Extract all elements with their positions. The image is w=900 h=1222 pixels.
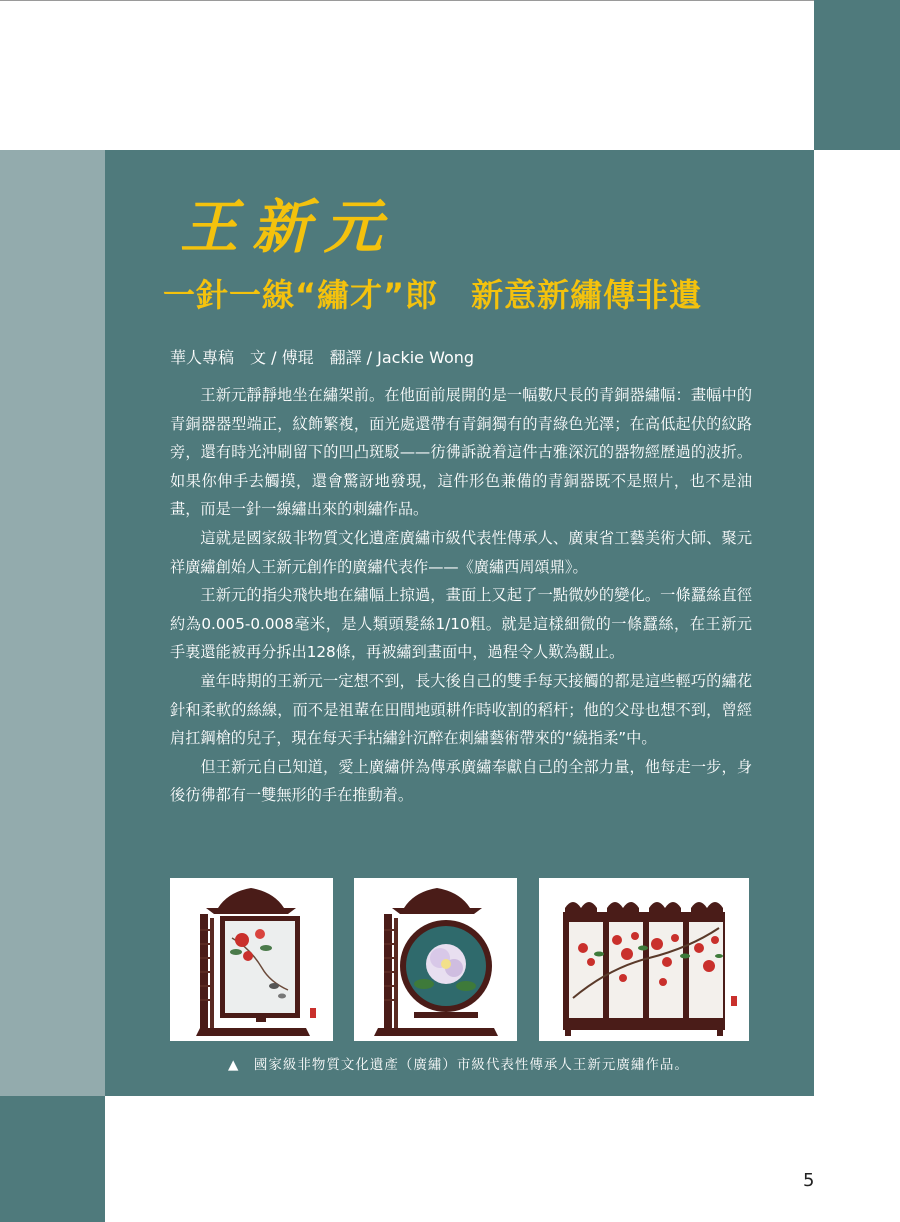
bottom-left-color-block xyxy=(0,1096,105,1222)
paragraph: 王新元的指尖飛快地在繡幅上掠過，畫面上又起了一點微妙的變化。一條蠶絲直徑約為0.005-0.008毫米，是人類頭髮絲1/10粗。就是這樣細微的一條蠶絲，在王新元手裏還能被再分拆出128條，再被繡到畫面中，過程令人歎為觀止。 xyxy=(170,586,752,662)
article-byline: 華人專稿 文 / 傅琨 翻譯 / Jackie Wong xyxy=(170,348,475,367)
embroidery-photo-peony xyxy=(354,878,517,1041)
top-border-line xyxy=(0,0,814,1)
paragraph: 但王新元自己知道，愛上廣繡併為傳承廣繡奉獻自己的全部力量，他每走一步，身後彷彿都有一雙無形的手在推動着。 xyxy=(170,757,752,805)
article-subtitle: 一針一線“繡才”郎 新意新繡傳非遺 xyxy=(163,276,703,314)
left-color-band xyxy=(0,150,105,1096)
embroidery-photo-bird-flowers xyxy=(170,878,333,1041)
top-right-color-block xyxy=(814,0,900,150)
paragraph: 童年時期的王新元一定想不到，長大後自己的雙手每天接觸的都是這些輕巧的繡花針和柔軟的絲線，而不是祖輩在田間地頭耕作時收割的稻杆；他的父母也想不到，曾經肩扛鋼槍的兒子，現在每天手拈繡針沉醉在刺繡藝術帶來的“繞指柔”中。 xyxy=(170,671,752,748)
page-number: 5 xyxy=(803,1170,815,1191)
article-title: 王新元 xyxy=(180,193,397,261)
paragraph: 王新元靜靜地坐在繡架前。在他面前展開的是一幅數尺長的青銅器繡幅：畫幅中的青銅器器型端正，紋飾繁複，面光處還帶有青銅獨有的青綠色光澤；在高低起伏的紋路旁，還有時光沖刷留下的凹凸斑駁——彷彿訴說着這件古雅深沉的器物經歷過的波折。如果你伸手去觸摸，還會驚訝地發現，這件形色兼備的青銅器既不是照片，也不是油畫，而是一針一線繡出來的刺繡作品。 xyxy=(170,386,752,519)
embroidery-photo-lychee xyxy=(539,878,749,1041)
photo-caption: ▲ 國家級非物質文化遺產（廣繡）市級代表性傳承人王新元廣繡作品。 xyxy=(228,1057,689,1073)
paragraph: 這就是國家級非物質文化遺產廣繡市級代表性傳承人、廣東省工藝美術大師、聚元祥廣繡創始人王新元創作的廣繡代表作——《廣繡西周頌鼎》。 xyxy=(170,528,752,576)
article-body xyxy=(170,381,752,810)
